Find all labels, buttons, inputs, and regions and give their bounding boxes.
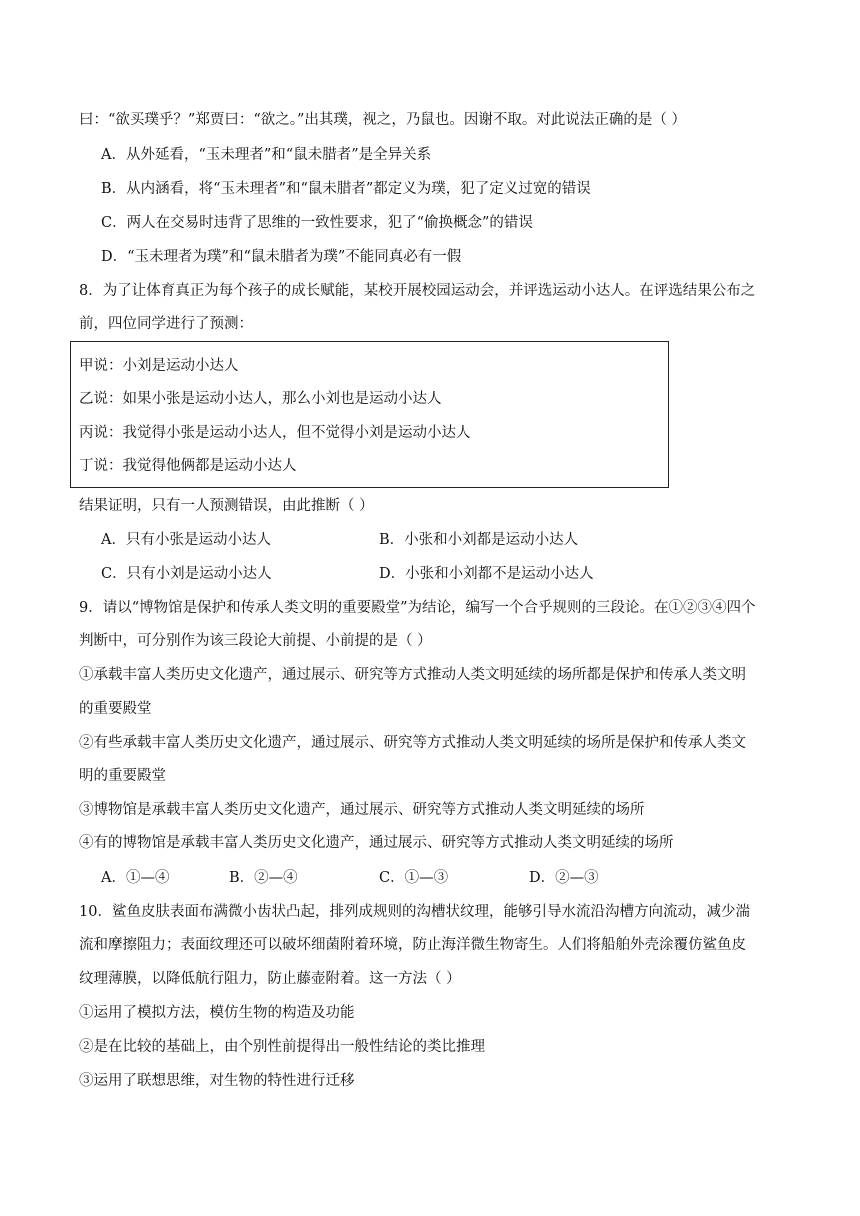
- q9-statement-4: ④有的博物馆是承载丰富人类历史文化遗产，通过展示、研究等方式推动人类文明延续的场所: [79, 835, 674, 851]
- q9-option-a: A．①—④: [101, 870, 170, 886]
- q9-stem-line2: 判断中，可分别作为该三段论大前提、小前提的是（ ）: [79, 633, 432, 649]
- q8-question: 结果证明，只有一人预测错误，由此推断（ ）: [79, 498, 374, 514]
- q8-option-d: D．小张和小刘都不是运动小达人: [379, 566, 594, 582]
- q9-statement-2: ②有些承载丰富人类历史文化遗产，通过展示、研究等方式推动人类文明延续的场所是保护和传承人类文: [79, 735, 746, 751]
- q9-option-b: B．②—④: [229, 870, 298, 886]
- q8-stem-line2: 前，四位同学进行了预测：: [79, 316, 253, 332]
- q8-option-b: B．小张和小刘都是运动小达人: [379, 532, 579, 548]
- q9-statement-1-cont: 的重要殿堂: [79, 701, 152, 717]
- q9-statement-1: ①承载丰富人类历史文化遗产，通过展示、研究等方式推动人类文明延续的场所都是保护和传承人类文明: [79, 667, 746, 683]
- q8-stem-line1: 8．为了让体育真正为每个孩子的成长赋能，某校开展校园运动会，并评选运动小达人。在评选结果公布之: [79, 283, 756, 299]
- q10-statement-3: ③运用了联想思维，对生物的特性进行迁移: [79, 1073, 355, 1089]
- q7-option-d: D．“玉未理者为璞”和“鼠未腊者为璞”不能同真必有一假: [101, 249, 462, 265]
- q8-prediction-box: [70, 341, 669, 488]
- q9-stem-line1: 9．请以“博物馆是保护和传承人类文明的重要殿堂”为结论，编写一个合乎规则的三段论。在①②③④四个: [79, 600, 756, 616]
- q10-stem-line1: 10．鲨鱼皮肤表面布满微小齿状凸起，排列成规则的沟槽状纹理，能够引导水流沿沟槽方向流动，减少湍: [79, 904, 750, 920]
- q8-prediction-bing: 丙说：我觉得小张是运动小达人，但不觉得小刘是运动小达人: [79, 425, 471, 441]
- q9-statement-3: ③博物馆是承载丰富人类历史文化遗产，通过展示、研究等方式推动人类文明延续的场所: [79, 802, 645, 818]
- q7-option-b: B．从内涵看，将“玉未理者”和“鼠未腊者”都定义为璞，犯了定义过宽的错误: [101, 181, 591, 197]
- q8-option-c: C．只有小刘是运动小达人: [101, 566, 272, 582]
- q8-prediction-yi: 乙说：如果小张是运动小达人，那么小刘也是运动小达人: [79, 391, 442, 407]
- q7-stem-tail: 曰：“欲买璞乎？”郑贾曰：“欲之。”出其璞，视之，乃鼠也。因谢不取。对此说法正确的是（ ）: [79, 112, 687, 128]
- q9-option-c: C．①—③: [379, 870, 449, 886]
- q7-option-c: C．两人在交易时违背了思维的一致性要求，犯了“偷换概念”的错误: [101, 215, 533, 231]
- q10-statement-1: ①运用了模拟方法，模仿生物的构造及功能: [79, 1005, 355, 1021]
- q7-option-a: A．从外延看，“玉未理者”和“鼠未腊者”是全异关系: [101, 147, 432, 163]
- q8-prediction-jia: 甲说：小刘是运动小达人: [79, 358, 239, 374]
- q8-prediction-ding: 丁说：我觉得他俩都是运动小达人: [79, 458, 297, 474]
- q8-option-a: A．只有小张是运动小达人: [101, 532, 271, 548]
- q9-statement-2-cont: 明的重要殿堂: [79, 768, 166, 784]
- q10-statement-2: ②是在比较的基础上，由个别性前提得出一般性结论的类比推理: [79, 1039, 485, 1055]
- q9-option-d: D．②—③: [529, 870, 599, 886]
- q10-stem-line3: 纹理薄膜，以降低航行阻力，防止藤壶附着。这一方法（ ）: [79, 971, 461, 987]
- q10-stem-line2: 流和摩擦阻力；表面纹理还可以破坏细菌附着环境，防止海洋微生物寄生。人们将船舶外壳涂覆仿鲨鱼皮: [79, 937, 746, 953]
